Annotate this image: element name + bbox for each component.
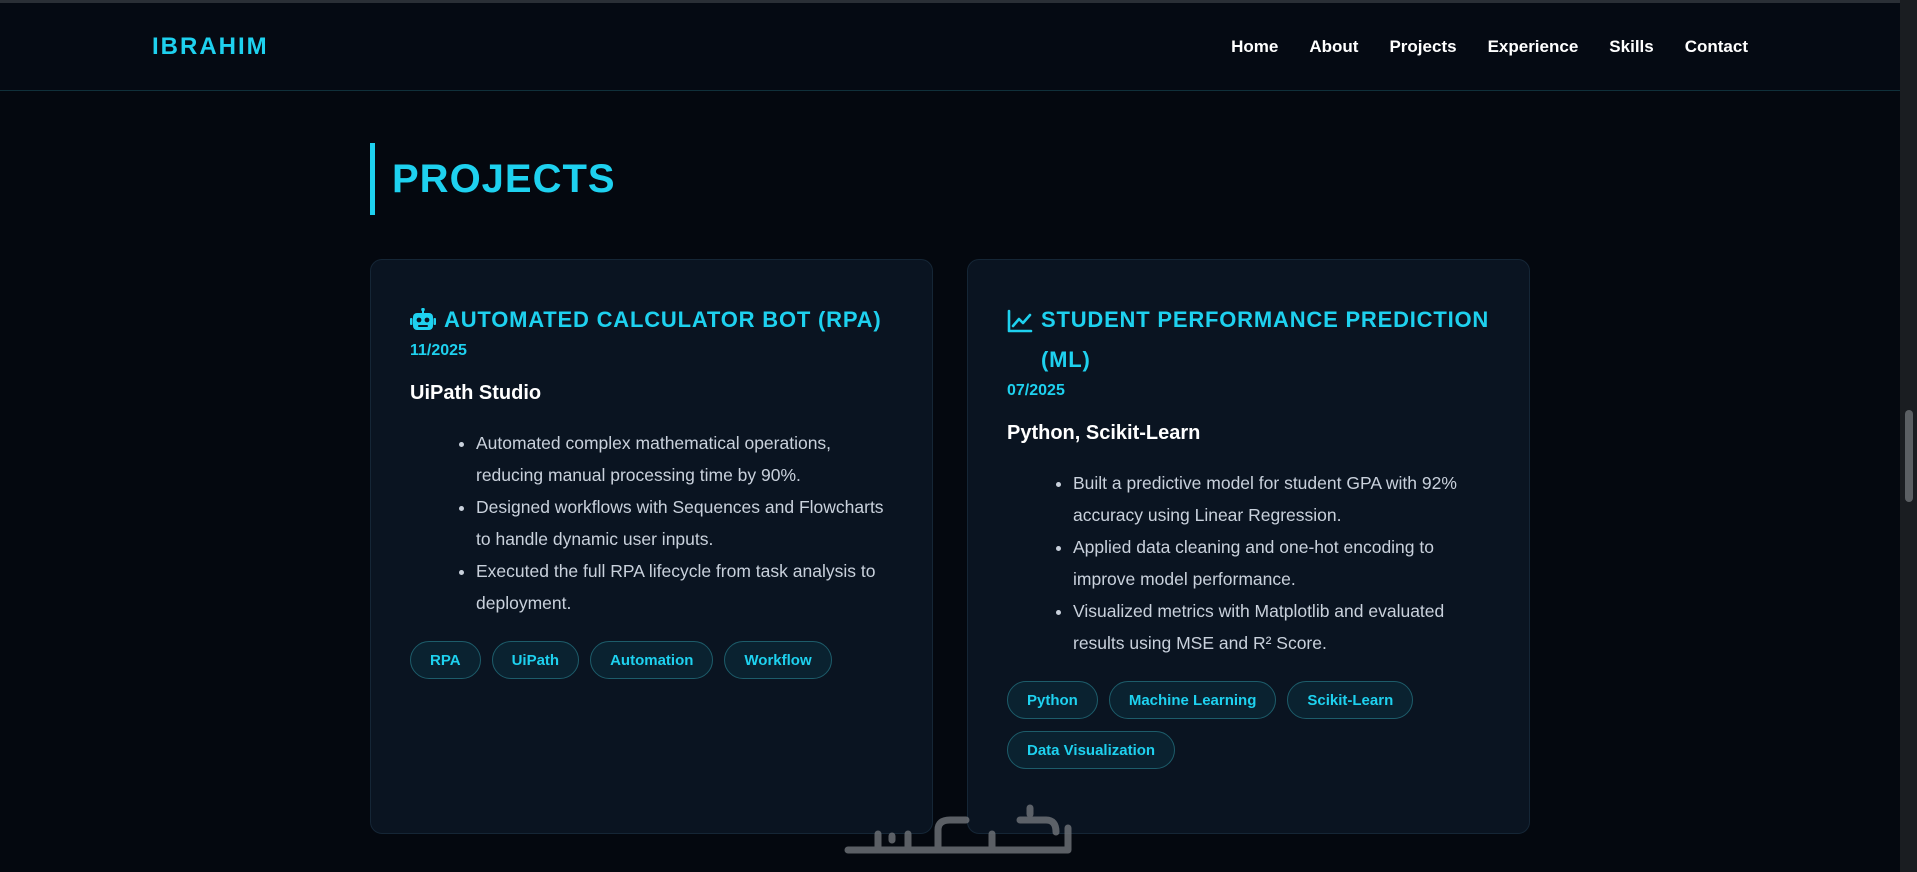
list-item: • Executed the full RPA lifecycle from task analysis to deployment.: [476, 555, 893, 619]
robot-icon: [410, 307, 436, 333]
tag-rpa[interactable]: RPA: [410, 641, 481, 679]
site-logo[interactable]: IBRAHIM: [152, 33, 269, 60]
tag-automation[interactable]: Automation: [590, 641, 713, 679]
list-item: • Visualized metrics with Matplotlib and evaluated results using MSE and R² Score.: [1073, 595, 1490, 659]
project-tags: [410, 641, 893, 679]
project-title: [1007, 300, 1490, 380]
site-header: [0, 3, 1900, 91]
nav-contact[interactable]: Contact: [1684, 37, 1748, 56]
project-title-text: STUDENT PERFORMANCE PREDICTION (ML): [1041, 307, 1490, 372]
tag-uipath[interactable]: UiPath: [492, 641, 580, 679]
project-card-rpa: [370, 259, 933, 834]
project-date: 11/2025: [410, 342, 467, 359]
page-scrollbar[interactable]: [1900, 0, 1917, 872]
nav-skills[interactable]: Skills: [1609, 37, 1654, 56]
project-card-ml: [967, 259, 1530, 834]
section-heading: [370, 143, 616, 215]
nav-about[interactable]: About: [1309, 37, 1359, 56]
section-title-text: PROJECTS: [392, 156, 616, 201]
nav-experience[interactable]: Experience: [1487, 37, 1579, 56]
tag-workflow[interactable]: Workflow: [724, 641, 831, 679]
nav-projects[interactable]: Projects: [1389, 37, 1457, 56]
tag-python[interactable]: Python: [1007, 681, 1098, 719]
tag-machine-learning[interactable]: Machine Learning: [1109, 681, 1277, 719]
list-item: • Designed workflows with Sequences and Flowcharts to handle dynamic user inputs.: [476, 491, 893, 555]
list-item: • Applied data cleaning and one-hot encoding to improve model performance.: [1073, 531, 1490, 595]
list-item: • Built a predictive model for student GPA with 92% accuracy using Linear Regression.: [1073, 467, 1490, 531]
scrollbar-thumb[interactable]: [1905, 410, 1913, 502]
project-date: 07/2025: [1007, 382, 1065, 399]
main-nav: [1231, 37, 1748, 57]
project-bullets: [1007, 467, 1490, 659]
project-title-text: AUTOMATED CALCULATOR BOT (RPA): [444, 307, 882, 332]
tag-data-visualization[interactable]: Data Visualization: [1007, 731, 1175, 769]
list-item: • Automated complex mathematical operations, reducing manual processing time by 90%.: [476, 427, 893, 491]
project-title: [410, 300, 893, 340]
project-tags: [1007, 681, 1490, 769]
tag-scikit-learn[interactable]: Scikit-Learn: [1287, 681, 1413, 719]
chart-line-icon: [1007, 307, 1033, 333]
khamsat-watermark-logo: [842, 800, 1074, 858]
project-tech: Python, Scikit-Learn: [1007, 422, 1201, 444]
project-bullets: [410, 427, 893, 619]
project-tech: UiPath Studio: [410, 382, 542, 404]
nav-home[interactable]: Home: [1231, 37, 1279, 56]
